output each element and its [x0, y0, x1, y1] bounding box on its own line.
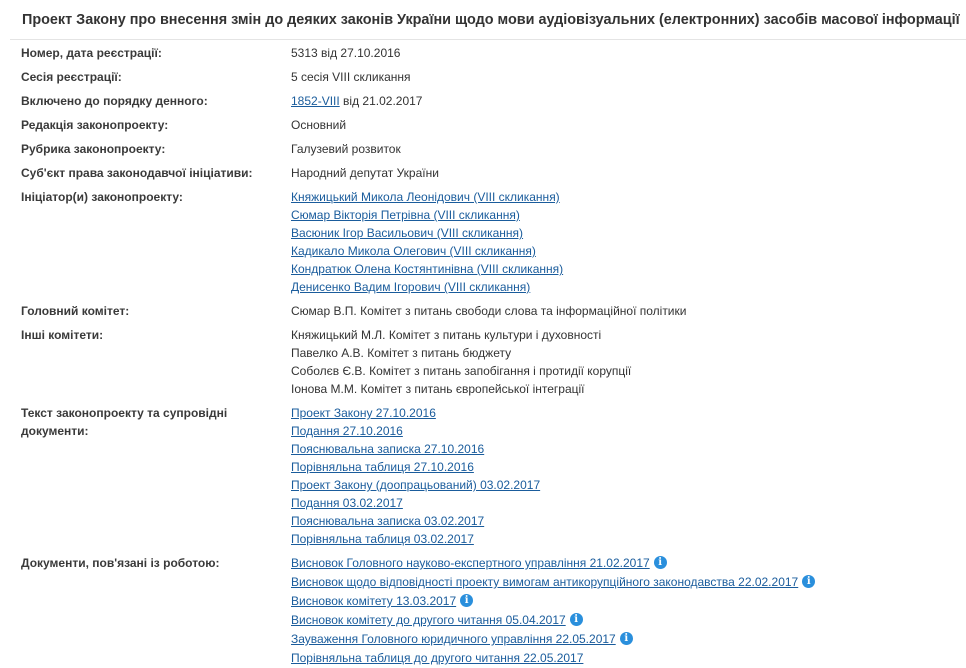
work-doc-link[interactable]: Висновок Головного науково-експертного управління 21.02.2017 [291, 556, 650, 570]
work-doc-link[interactable]: Висновок комітету до другого читання 05.04.2017 [291, 613, 566, 627]
texts-list [291, 404, 961, 548]
info-icon[interactable]: i [802, 575, 815, 588]
value-edition: Основний [291, 118, 347, 132]
label-other-committees: Інші комітети: [21, 328, 104, 342]
label-agenda: Включено до порядку денного: [21, 94, 208, 108]
agenda-date: від 21.02.2017 [339, 94, 423, 108]
label-texts-line2: документи: [21, 424, 89, 438]
document-link[interactable]: Порівняльна таблиця 03.02.2017 [291, 532, 474, 546]
label-subject: Суб'єкт права законодавчої ініціативи: [21, 166, 253, 180]
page-title: Проект Закону про внесення змін до деяких законів України щодо мови аудіовізуальних (електронних) засобів масової інформації [10, 0, 966, 40]
initiator-link[interactable]: Кондратюк Олена Костянтинівна (VIII скликання) [291, 262, 564, 276]
label-session: Сесія реєстрації: [21, 70, 122, 84]
value-subject: Народний депутат України [291, 166, 439, 180]
initiators-list [291, 188, 961, 296]
document-link[interactable]: Проект Закону 27.10.2016 [291, 406, 436, 420]
document-link[interactable]: Проект Закону (доопрацьований) 03.02.2017 [291, 478, 541, 492]
initiator-link[interactable]: Денисенко Вадим Ігорович (VIII скликання) [291, 280, 531, 294]
label-texts [21, 404, 261, 440]
other-committees-list [291, 326, 961, 398]
document-link[interactable]: Порівняльна таблиця 27.10.2016 [291, 460, 474, 474]
info-icon[interactable]: i [620, 632, 633, 645]
document-link[interactable]: Пояснювальна записка 27.10.2016 [291, 442, 485, 456]
document-link[interactable]: Подання 03.02.2017 [291, 496, 403, 510]
value-agenda [291, 92, 961, 110]
work-doc-link[interactable]: Висновок комітету 13.03.2017 [291, 594, 457, 608]
value-rubric: Галузевий розвиток [291, 142, 401, 156]
work-docs-list [291, 554, 961, 668]
info-icon[interactable]: i [570, 613, 583, 626]
label-texts-line1: Текст законопроекту та супровідні [21, 406, 228, 420]
initiator-link[interactable]: Княжицький Микола Леонідович (VIII скликання) [291, 190, 560, 204]
work-doc-link[interactable]: Висновок щодо відповідності проекту вимогам антикорупційного законодавства 22.02.2017 [291, 575, 799, 589]
label-registration: Номер, дата реєстрації: [21, 46, 162, 60]
value-main-committee: Сюмар В.П. Комітет з питань свободи слова та інформаційної політики [291, 304, 687, 318]
info-icon[interactable]: i [460, 594, 473, 607]
committee-item: Соболєв Є.В. Комітет з питань запобігання і протидії корупції [291, 364, 632, 378]
info-icon[interactable]: i [654, 556, 667, 569]
value-session: 5 сесія VIII скликання [291, 70, 411, 84]
committee-item: Павелко А.В. Комітет з питань бюджету [291, 346, 512, 360]
label-rubric: Рубрика законопроекту: [21, 142, 166, 156]
agenda-link[interactable]: 1852-VIII [291, 94, 340, 108]
committee-item: Княжицький М.Л. Комітет з питань культури і духовності [291, 328, 602, 342]
label-edition: Редакція законопроекту: [21, 118, 169, 132]
document-link[interactable]: Подання 27.10.2016 [291, 424, 403, 438]
work-doc-link[interactable]: Порівняльна таблиця до другого читання 22.05.2017 [291, 651, 584, 665]
value-registration: 5313 від 27.10.2016 [291, 46, 401, 60]
label-initiators: Ініціатор(и) законопроекту: [21, 190, 183, 204]
document-link[interactable]: Пояснювальна записка 03.02.2017 [291, 514, 485, 528]
label-main-committee: Головний комітет: [21, 304, 130, 318]
initiator-link[interactable]: Сюмар Вікторія Петрівна (VIII скликання) [291, 208, 520, 222]
label-work-docs: Документи, пов'язані із роботою: [21, 556, 220, 570]
work-doc-link[interactable]: Зауваження Головного юридичного управління 22.05.2017 [291, 632, 616, 646]
initiator-link[interactable]: Васюник Ігор Васильович (VIII скликання) [291, 226, 524, 240]
initiator-link[interactable]: Кадикало Микола Олегович (VIII скликання) [291, 244, 536, 258]
committee-item: Іонова М.М. Комітет з питань європейської інтеграції [291, 382, 585, 396]
